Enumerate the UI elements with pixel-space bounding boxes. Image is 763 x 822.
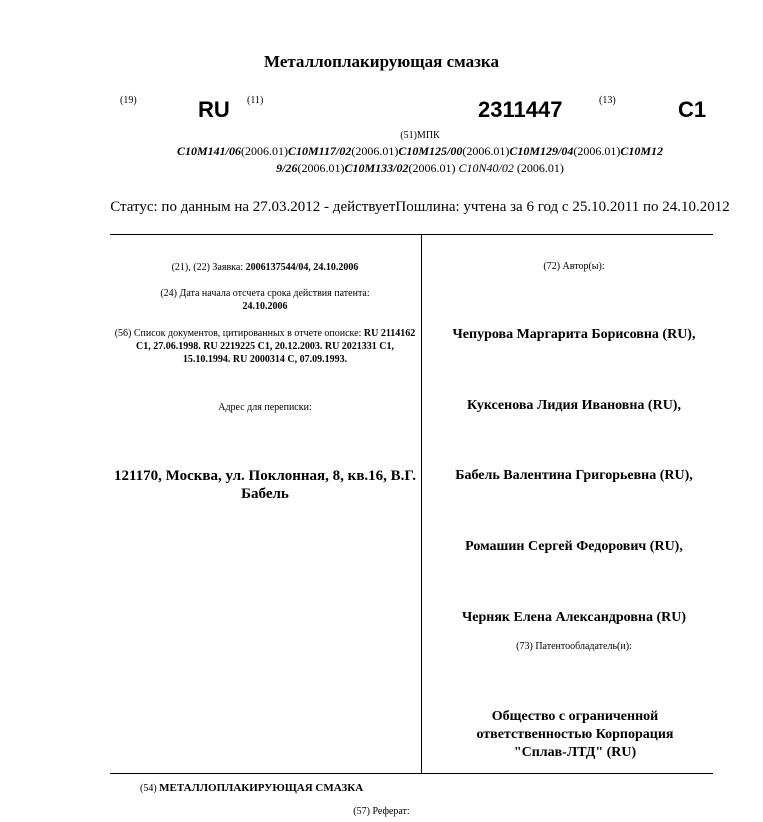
authors-label: (72) Автор(ы): xyxy=(543,261,605,272)
invention-name-label: (54) xyxy=(140,783,160,794)
author-item: Чепурова Маргарита Борисовна (RU), xyxy=(452,327,696,342)
ipc-version: (2006.01) xyxy=(513,161,564,175)
invention-name xyxy=(140,782,363,794)
patent-number: 2311447 xyxy=(478,97,563,122)
ipc-code-cont: 9/26 xyxy=(276,161,298,175)
ipc-version: (2006.01) xyxy=(351,144,399,158)
address-value: 121170, Москва, ул. Поклонная, 8, кв.16, В.Г. Бабель xyxy=(113,468,417,502)
ipc-line-1 xyxy=(110,143,730,160)
ipc-code: C10M141/06 xyxy=(176,144,241,158)
ipc-version: (2006.01) xyxy=(462,144,510,158)
divider-top xyxy=(110,234,713,235)
start-date-label: (24) Дата начала отсчета срока действия патента: xyxy=(160,288,370,299)
ipc-version: (2006.01) xyxy=(240,144,288,158)
cited-docs-value: RU 2114162 C1, 27.06.1998. RU 2219225 C1, 20.12.2003. RU 2021331 C1, 15.10.1994. RU 2000314 C, 07.09.1993. xyxy=(135,328,416,365)
code-11: (11) xyxy=(247,95,264,106)
author-item: Ромашин Сергей Федорович (RU), xyxy=(465,539,683,554)
ipc-code: C10M133/02 xyxy=(344,161,409,175)
code-19: (19) xyxy=(120,95,137,106)
holder-label: (73) Патентообладатель(и): xyxy=(516,641,632,652)
holder-value: Общество с ограниченной ответственностью Корпорация "Сплав-ЛТД" (RU) xyxy=(476,709,674,760)
address-label: Адрес для переписки: xyxy=(218,402,312,413)
document-title: Металлоплакирующая смазка xyxy=(264,52,499,71)
ipc-code: C10M12 xyxy=(620,144,664,158)
ipc-label: (51)МПК xyxy=(400,130,440,141)
ipc-line-2 xyxy=(110,160,730,177)
ipc-version: (2006.01) xyxy=(573,144,621,158)
author-item: Черняк Елена Александровна (RU) xyxy=(462,610,686,625)
start-date-value: 24.10.2006 xyxy=(242,301,288,312)
ipc-code: C10M125/00 xyxy=(398,144,463,158)
application-value: 2006137544/04, 24.10.2006 xyxy=(245,262,359,273)
kind-code: C1 xyxy=(678,97,707,122)
ipc-code: C10M117/02 xyxy=(287,144,352,158)
ipc-classes xyxy=(110,143,730,177)
author-item: Куксенова Лидия Ивановна (RU), xyxy=(467,398,681,413)
cited-docs xyxy=(112,327,418,366)
ipc-code-secondary: C10N40/02 xyxy=(458,161,514,175)
status-text: Статус: по данным на 27.03.2012 - действуетПошлина: учтена за 6 год с 25.10.2011 по 24.10.2012 xyxy=(110,199,730,215)
cited-docs-label: (56) Список документов, цитированных в отчете опоиске: xyxy=(114,328,364,339)
divider-vertical xyxy=(421,234,422,774)
abstract-label: (57) Реферат: xyxy=(353,806,410,817)
start-date-info xyxy=(110,287,420,313)
invention-name-value: МЕТАЛЛОПЛАКИРУЮЩАЯ СМАЗКА xyxy=(159,782,364,794)
application-info xyxy=(110,261,420,274)
ipc-code: C10M129/04 xyxy=(509,144,574,158)
divider-bottom xyxy=(110,773,713,774)
ipc-version: (2006.01) xyxy=(408,161,456,175)
author-item: Бабель Валентина Григорьевна (RU), xyxy=(455,468,693,483)
application-label: (21), (22) Заявка: xyxy=(171,262,246,273)
code-13: (13) xyxy=(599,95,616,106)
country-code: RU xyxy=(198,97,230,122)
ipc-version: (2006.01) xyxy=(297,161,345,175)
